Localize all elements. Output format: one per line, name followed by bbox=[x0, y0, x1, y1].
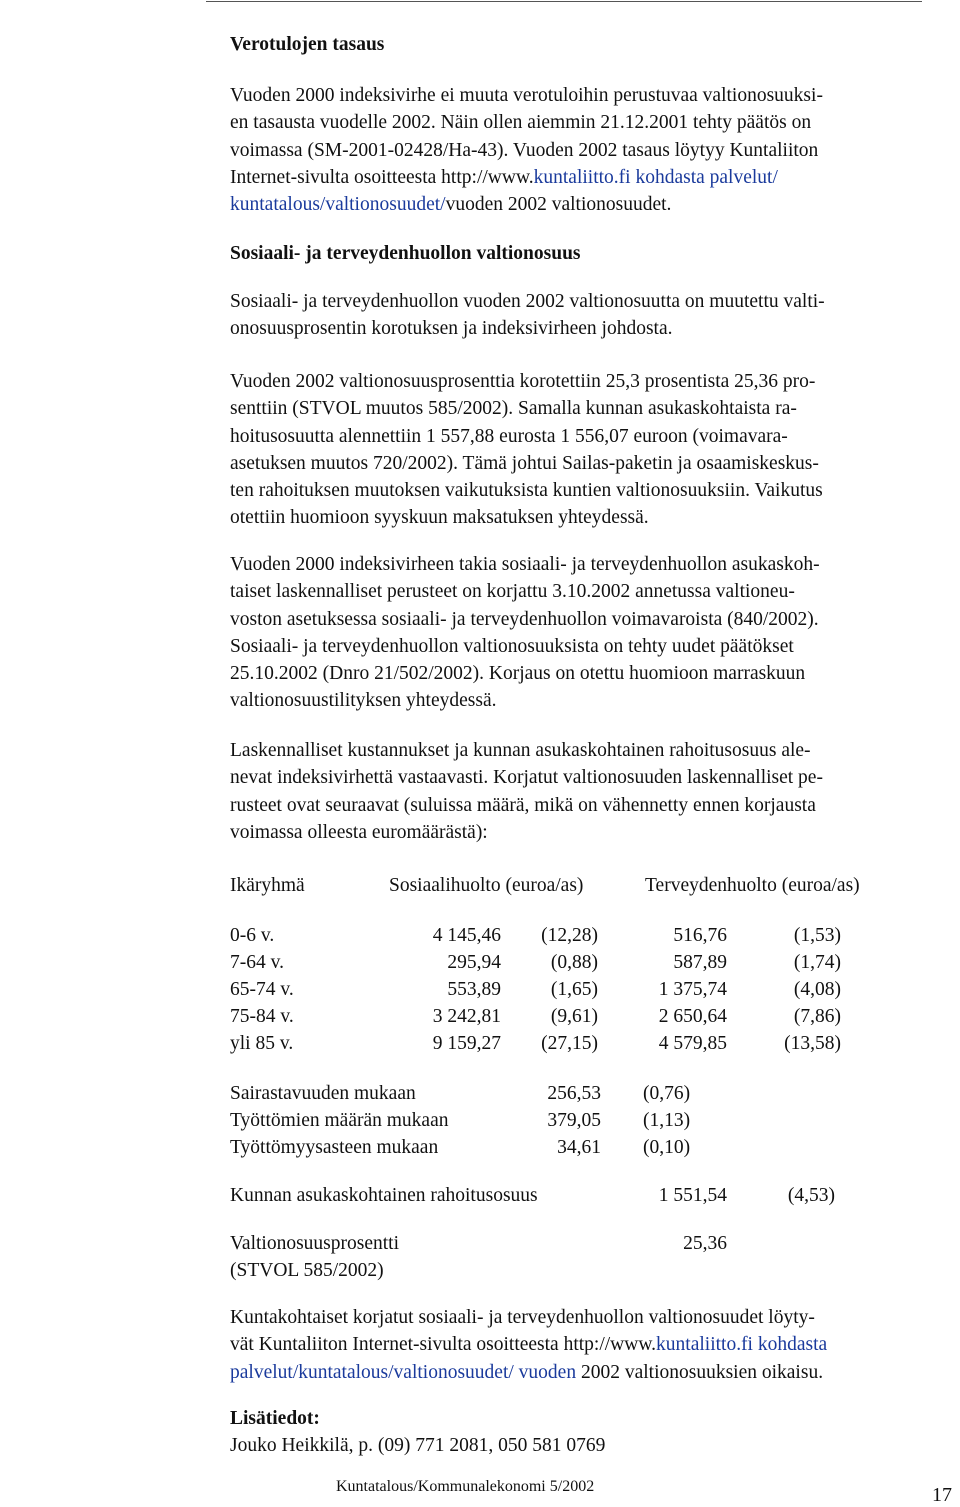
footer-publication: Kuntatalous/Kommunalekonomi 5/2002 bbox=[336, 1478, 595, 1495]
contact-text: Jouko Heikkilä, p. (09) 771 2081, 050 581 0769 bbox=[230, 1435, 606, 1456]
paragraph-closing bbox=[230, 1304, 956, 1386]
cell-age-group: 65-74 v. bbox=[230, 979, 294, 1000]
cell-social-value: 553,89 bbox=[447, 979, 501, 1000]
cell-social-value: 4 145,46 bbox=[432, 925, 501, 946]
text-line: senttiin (STVOL muutos 585/2002). Samalla kunnan asukaskohtaista ra- bbox=[230, 398, 797, 420]
paragraph-sote-2 bbox=[230, 368, 956, 532]
text-line: hoitusosuutta alennettiin 1 557,88 eurosta 1 556,07 euroon (voimavara- bbox=[230, 425, 788, 447]
cell-health-deduction: (4,08) bbox=[793, 979, 841, 1000]
paragraph-tax-equalization bbox=[230, 82, 956, 218]
cell-deduction: (0,76) bbox=[643, 1083, 691, 1104]
cell-deduction: (1,13) bbox=[643, 1110, 691, 1131]
text-line: Sosiaali- ja terveydenhuollon vuoden 2002 valtionosuutta on muutettu valti- bbox=[230, 291, 825, 312]
cell-social-deduction: (0,88) bbox=[550, 952, 598, 973]
text-line: Laskennalliset kustannukset ja kunnan asukaskohtainen rahoitusosuus ale- bbox=[230, 740, 811, 761]
top-rule bbox=[206, 1, 922, 2]
valtionosuudet-link[interactable]: palvelut/kuntatalous/valtionosuudet/ vuoden bbox=[230, 1361, 577, 1383]
text-line: taiset laskennalliset perusteet on korjattu 3.10.2002 annetussa valtioneu- bbox=[230, 581, 795, 603]
cell-health-deduction: (1,53) bbox=[793, 925, 841, 946]
cell-social-value: 9 159,27 bbox=[432, 1033, 501, 1054]
cell-social-value: 295,94 bbox=[447, 952, 501, 973]
paragraph-sote-1 bbox=[230, 288, 956, 343]
text-line: vuoden 2002 valtionosuudet. bbox=[445, 194, 672, 216]
cell-criterion: Työttömyysasteen mukaan bbox=[230, 1137, 439, 1158]
kuntaliitto-link[interactable]: kuntaliitto.fi kohdasta palvelut/ bbox=[533, 166, 778, 188]
cell-social-deduction: (12,28) bbox=[541, 925, 598, 946]
header-health-care: Terveydenhuolto (euroa/as) bbox=[645, 875, 860, 896]
cell-age-group: yli 85 v. bbox=[230, 1033, 294, 1054]
percentage-source: (STVOL 585/2002) bbox=[230, 1260, 384, 1281]
text-line: en tasausta vuodelle 2002. Näin ollen aiemmin 21.12.2001 tehty päätös on bbox=[230, 112, 812, 134]
cell-value: 34,61 bbox=[557, 1137, 601, 1158]
text-line: voston asetuksessa sosiaali- ja terveydenhuollon voimavaroista (840/2002). bbox=[230, 608, 819, 630]
valtionosuudet-link[interactable]: kuntatalous/valtionosuudet/ bbox=[230, 194, 446, 216]
cell-health-value: 587,89 bbox=[673, 952, 727, 973]
header-social-care: Sosiaalihuolto (euroa/as) bbox=[389, 875, 584, 896]
paragraph-sote-4 bbox=[230, 737, 956, 846]
cell-social-value: 3 242,81 bbox=[432, 1006, 501, 1027]
kuntaliitto-link[interactable]: kuntaliitto.fi kohdasta bbox=[656, 1334, 828, 1356]
text-line: Vuoden 2000 indeksivirhe ei muuta verotuloihin perustuvaa valtionosuuksi- bbox=[230, 85, 823, 106]
text-line: Vuoden 2002 valtionosuusprosenttia korotettiin 25,3 prosentista 25,36 pro- bbox=[230, 371, 816, 392]
cell-health-deduction: (13,58) bbox=[784, 1033, 841, 1054]
contact-heading: Lisätiedot: bbox=[230, 1408, 320, 1429]
text-line: Kuntakohtaiset korjatut sosiaali- ja terveydenhuollon valtionosuudet löyty- bbox=[230, 1307, 815, 1328]
text-line: 2002 valtionosuuksien oikaisu. bbox=[576, 1361, 824, 1383]
text-line: Internet-sivulta osoitteesta http://www. bbox=[230, 166, 534, 188]
cell-age-group: 0-6 v. bbox=[230, 925, 275, 946]
text-line: Sosiaali- ja terveydenhuollon valtionosuuksista on tehty uudet päätökset bbox=[230, 635, 794, 657]
financing-value: 1 551,54 bbox=[658, 1185, 727, 1206]
cell-social-deduction: (9,61) bbox=[550, 1006, 598, 1027]
cell-health-value: 2 650,64 bbox=[658, 1006, 727, 1027]
text-line: valtionosuustilityksen yhteydessä. bbox=[230, 690, 497, 712]
text-line: Vuoden 2000 indeksivirheen takia sosiaali- ja terveydenhuollon asukaskoh- bbox=[230, 554, 820, 575]
percentage-value: 25,36 bbox=[683, 1233, 727, 1254]
text-line: ten rahoituksen muutoksen vaikutuksista kuntien valtionosuuksiin. Vaikutus bbox=[230, 480, 823, 502]
text-line: asetuksen muutos 720/2002). Tämä johtui Sailas-paketin ja osaamiskeskus- bbox=[230, 452, 819, 474]
text-line: nevat indeksivirhettä vastaavasti. Korjatut valtionosuuden laskennalliset pe- bbox=[230, 767, 823, 789]
financing-deduction: (4,53) bbox=[787, 1185, 835, 1206]
cell-health-value: 4 579,85 bbox=[658, 1033, 727, 1054]
page-number: 17 bbox=[932, 1484, 952, 1506]
cell-age-group: 7-64 v. bbox=[230, 952, 284, 973]
text-line: 25.10.2002 (Dnro 21/502/2002). Korjaus on otettu huomioon marraskuun bbox=[230, 663, 806, 685]
cell-health-deduction: (1,74) bbox=[793, 952, 841, 973]
cell-value: 256,53 bbox=[547, 1083, 601, 1104]
header-age-group: Ikäryhmä bbox=[230, 875, 305, 896]
cell-criterion: Työttömien määrän mukaan bbox=[230, 1110, 449, 1131]
cell-health-value: 516,76 bbox=[673, 925, 727, 946]
cell-criterion: Sairastavuuden mukaan bbox=[230, 1083, 416, 1104]
cell-deduction: (0,10) bbox=[643, 1137, 691, 1158]
cell-social-deduction: (1,65) bbox=[550, 979, 598, 1000]
cell-social-deduction: (27,15) bbox=[541, 1033, 598, 1054]
text-line: vät Kuntaliiton Internet-sivulta osoitteesta http://www. bbox=[230, 1334, 657, 1356]
percentage-label: Valtionosuusprosentti bbox=[230, 1233, 399, 1254]
paragraph-sote-3 bbox=[230, 551, 956, 715]
text-line: voimassa olleesta euromäärästä): bbox=[230, 821, 488, 843]
cell-value: 379,05 bbox=[547, 1110, 601, 1131]
section-heading-sote-valtionosuus: Sosiaali- ja terveydenhuollon valtionosuus bbox=[230, 243, 581, 264]
text-line: rusteet ovat seuraavat (suluissa määrä, mikä on vähennetty ennen korjausta bbox=[230, 794, 816, 816]
cell-health-value: 1 375,74 bbox=[658, 979, 727, 1000]
text-line: otettiin huomioon syyskuun maksatuksen yhteydessä. bbox=[230, 507, 649, 529]
section-heading-verotulojen-tasaus: Verotulojen tasaus bbox=[230, 34, 385, 55]
financing-label: Kunnan asukaskohtainen rahoitusosuus bbox=[230, 1185, 538, 1206]
text-line: onosuusprosentin korotuksen ja indeksivirheen johdosta. bbox=[230, 318, 673, 340]
text-line: voimassa (SM-2001-02428/Ha-43). Vuoden 2002 tasaus löytyy Kuntaliiton bbox=[230, 139, 819, 161]
cell-age-group: 75-84 v. bbox=[230, 1006, 294, 1027]
cell-health-deduction: (7,86) bbox=[793, 1006, 841, 1027]
